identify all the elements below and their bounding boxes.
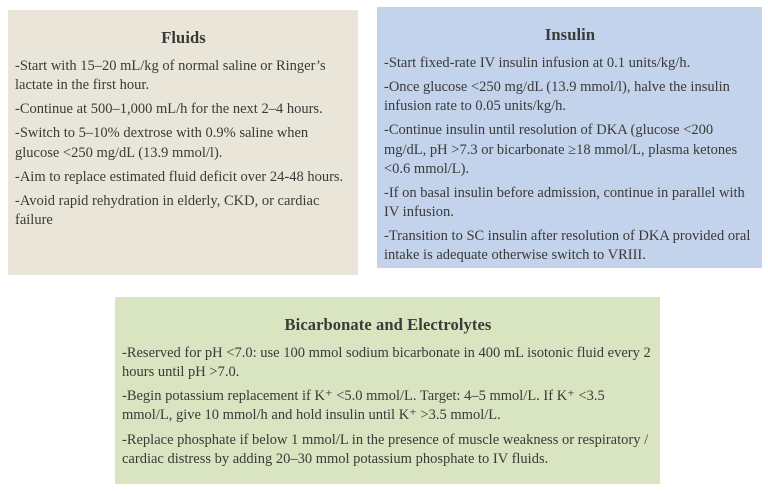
insulin-item: -If on basal insulin before admission, continue in parallel with IV infusion. [384, 184, 745, 220]
bicarbonate-item: -Begin potassium replacement if K⁺ <5.0 mmol/L. Target: 4–5 mmol/L. If K⁺ <3.5 mmol/L, give 10 mmol/h and hold insulin until K⁺ >3.5 mmol/L. [122, 388, 605, 424]
fluids-item: -Avoid rapid rehydration in elderly, CKD, or cardiac failure [15, 192, 320, 228]
fluids-item: -Aim to replace estimated fluid deficit over 24-48 hours. [15, 168, 344, 185]
bicarbonate-electrolytes-title: Bicarbonate and Electrolytes [284, 315, 492, 334]
fluids-item: -Start with 15–20 mL/kg of normal saline or Ringer’s lactate in the first hour. [15, 58, 326, 94]
fluids-title: Fluids [161, 28, 206, 47]
fluids-item: -Switch to 5–10% dextrose with 0.9% saline when glucose <250 mg/dL (13.9 mmol/l). [15, 125, 309, 161]
bicarbonate-electrolytes-box [115, 297, 660, 484]
insulin-box [377, 7, 762, 268]
fluids-box [8, 10, 358, 275]
insulin-item: -Start fixed-rate IV insulin infusion at 0.1 units/kg/h. [384, 55, 691, 71]
insulin-title: Insulin [544, 25, 596, 44]
fluids-item: -Continue at 500–1,000 mL/h for the next 2–4 hours. [15, 101, 323, 118]
insulin-item: -Transition to SC insulin after resolution of DKA provided oral intake is adequate otherwise switch to VRIII. [384, 228, 751, 264]
bicarbonate-item: -Replace phosphate if below 1 mmol/L in the presence of muscle weakness or respiratory / cardiac distress by adding 20–30 mmol potassium phosphate to IV fluids. [122, 431, 649, 467]
insulin-item: -Continue insulin until resolution of DKA (glucose <200 mg/dL, pH >7.3 or bicarbonate ≥18 mmol/L, plasma ketones <0.6 mmol/L). [384, 122, 738, 177]
bicarbonate-item: -Reserved for pH <7.0: use 100 mmol sodium bicarbonate in 400 mL isotonic fluid every 2 hours until pH >7.0. [122, 345, 651, 381]
insulin-item: -Once glucose <250 mg/dL (13.9 mmol/l), halve the insulin infusion rate to 0.05 units/kg/h. [384, 79, 730, 115]
